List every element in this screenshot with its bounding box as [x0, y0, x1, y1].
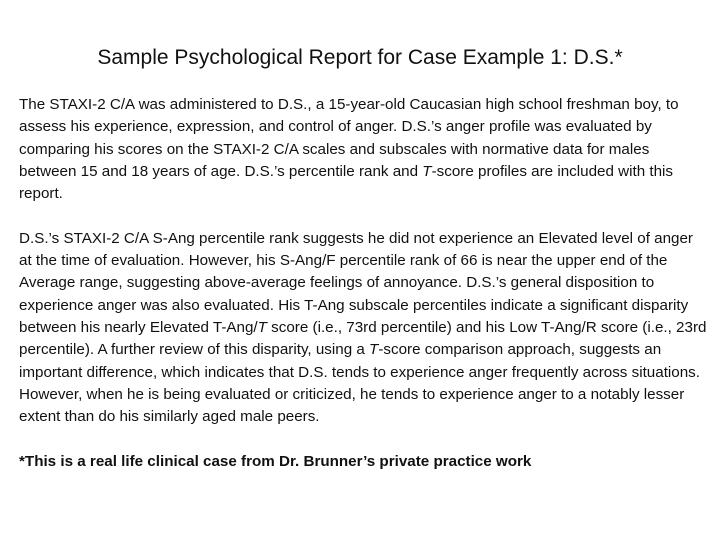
- paragraph-intro-text-1: The STAXI-2 C/A was administered to D.S., a 15-year-old Caucasian high school freshman boy, to assess his experience, expression, and control of anger. D.S.’s anger profile was evaluated by comparing his scores on the STAXI-2 C/A scales and subscales with normative data for males between 15 and 18 years of age. D.S.’s percentile rank and: [19, 96, 679, 180]
- paragraph-intro: [19, 94, 707, 205]
- paragraph-intro-text-2: -score profiles are included with this report.: [19, 162, 673, 203]
- paragraph-intro-italic-t: T: [422, 162, 432, 180]
- paragraph-spacer: [19, 428, 707, 450]
- paragraph-analysis-text-3: -score comparison approach, suggests an important difference, which indicates that D.S. tends to experience anger frequently across situations. However, when he is being evaluated or criticized, he tends to experience anger to a notably lesser extent than do his similarly aged male peers.: [19, 341, 700, 426]
- paragraph-analysis: [19, 228, 707, 429]
- paragraph-spacer: [19, 205, 707, 227]
- paragraph-analysis-text-1: D.S.’s STAXI-2 C/A S-Ang percentile rank suggests he did not experience an Elevated level of anger at the time of evaluation. However, his S-Ang/F percentile rank of 66 is near the upper end of the Average range, suggesting above-average feelings of annoyance. D.S.’s general disposition to experience anger was also evaluated. His T-Ang subscale percentiles indicate a significant disparity between his nearly Elevated T-Ang/: [19, 229, 693, 336]
- page-title: Sample Psychological Report for Case Example 1: D.S.*: [97, 46, 623, 69]
- report-body: [19, 94, 707, 473]
- footnote: *This is a real life clinical case from Dr. Brunner’s private practice work: [19, 452, 532, 470]
- paragraph-analysis-italic-t-2: T: [369, 341, 379, 359]
- paragraph-analysis-italic-t-1: T: [257, 318, 267, 336]
- paragraph-analysis-text-2: score (i.e., 73rd percentile) and his Low T-Ang/R score (i.e., 23rd percentile). A further review of this disparity, using a: [19, 318, 707, 359]
